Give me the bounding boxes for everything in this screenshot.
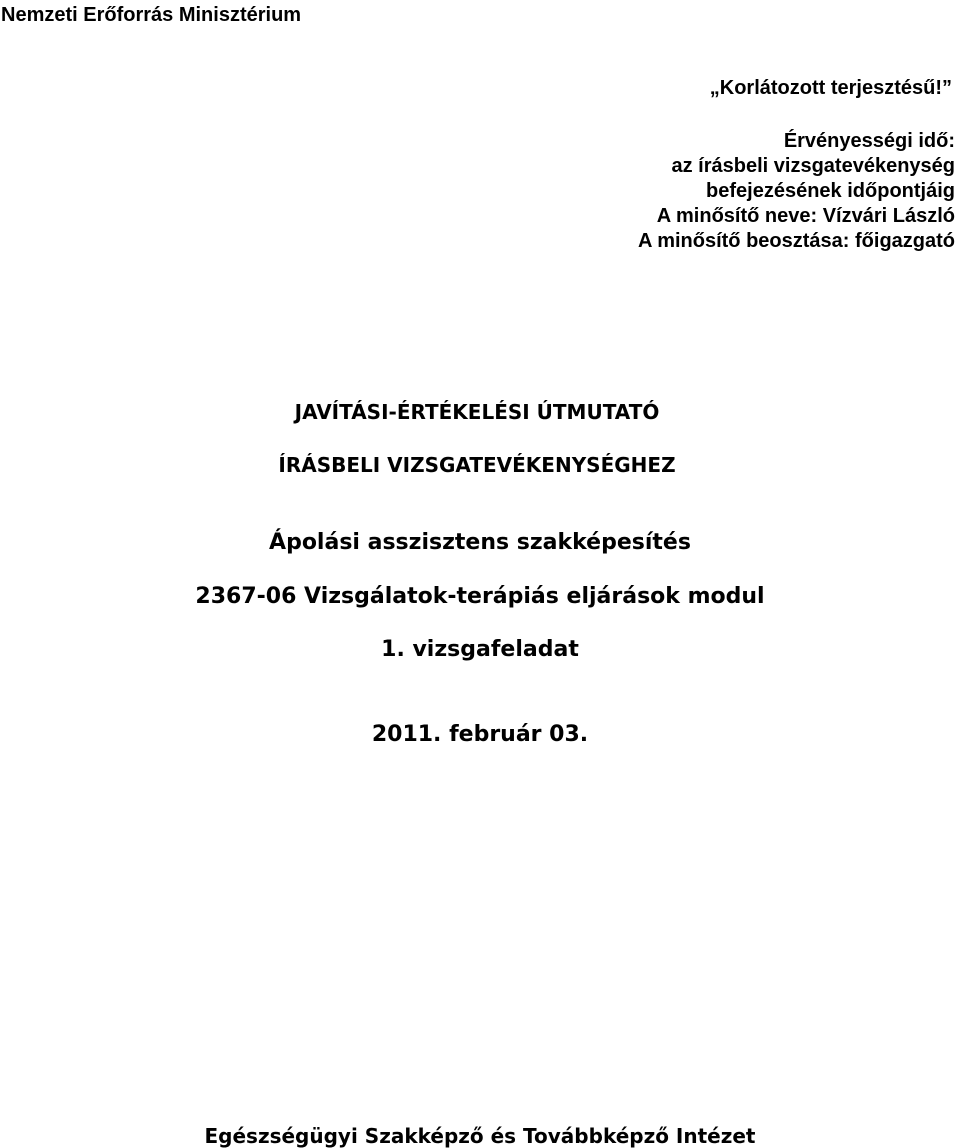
document-title: JAVÍTÁSI-ÉRTÉKELÉSI ÚTMUTATÓ <box>294 400 660 424</box>
qualifier-name: A minősítő neve: Vízvári László <box>656 205 955 227</box>
qualifier-position: A minősítő beosztása: főigazgató <box>637 230 955 252</box>
restriction-notice: „Korlátozott terjesztésű!” <box>709 77 952 99</box>
exam-task: 1. vizsgafeladat <box>381 637 579 662</box>
validity-block <box>638 129 955 254</box>
validity-line-2: az írásbeli vizsgatevékenység <box>671 155 955 177</box>
module-title: 2367-06 Vizsgálatok-terápiás eljárások modul <box>195 584 765 609</box>
institute-name: Egészségügyi Szakképző és Továbbképző Intézet <box>204 1124 756 1148</box>
exam-date: 2011. február 03. <box>371 722 589 747</box>
ministry-name: Nemzeti Erőforrás Minisztérium <box>1 4 302 26</box>
qualification-title: Ápolási asszisztens szakképesítés <box>269 530 691 555</box>
validity-line-1: Érvényességi idő: <box>783 130 955 152</box>
validity-line-3: befejezésének időpontjáig <box>706 180 955 202</box>
document-subtitle: ÍRÁSBELI VIZSGATEVÉKENYSÉGHEZ <box>278 453 676 477</box>
